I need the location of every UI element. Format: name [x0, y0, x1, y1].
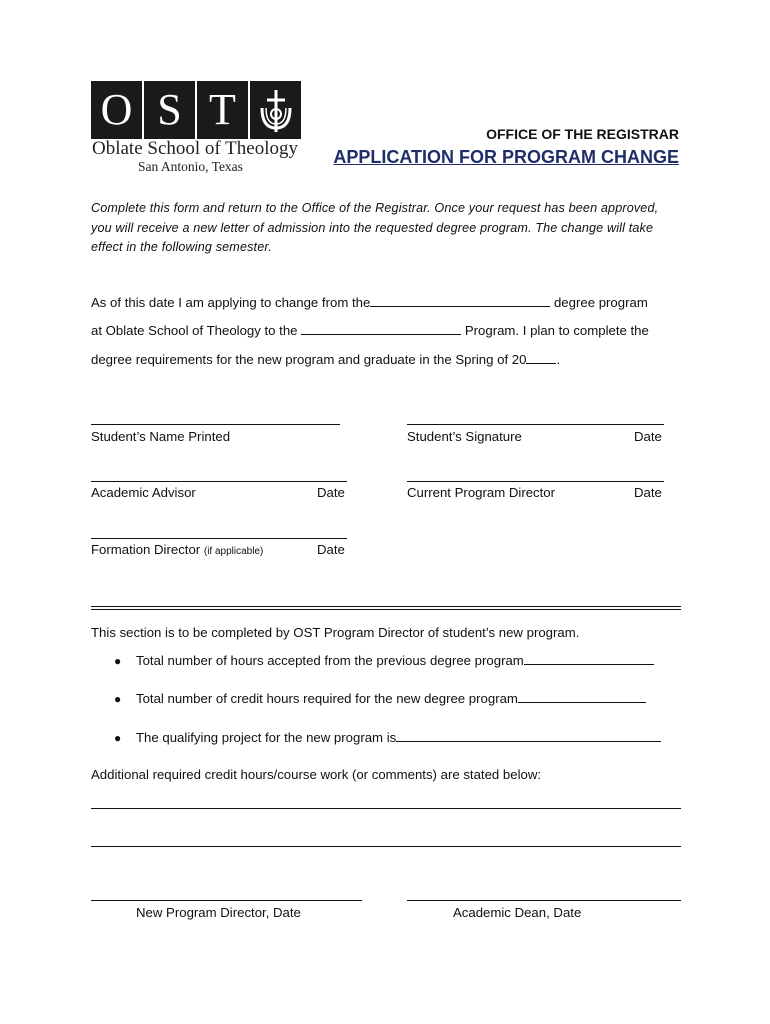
school-city: San Antonio, Texas — [138, 159, 243, 174]
formation-director-line[interactable] — [91, 538, 347, 539]
logo-letter-s: S — [144, 81, 195, 139]
bullet-icon: ● — [114, 731, 122, 745]
student-name-line[interactable] — [91, 424, 340, 425]
current-program-director-line[interactable] — [407, 481, 664, 482]
statement-line-1-pre: As of this date I am applying to change from the — [91, 295, 371, 310]
school-name: Oblate School of Theology — [92, 138, 298, 159]
bullet-icon: ● — [114, 692, 122, 706]
new-program-director-line[interactable] — [91, 900, 362, 901]
section-divider — [91, 606, 681, 610]
formation-director-label — [91, 542, 263, 557]
academic-dean-line[interactable] — [407, 900, 681, 901]
statement-line-3-pre: degree requirements for the new program and graduate in the Spring of 20 — [91, 352, 527, 367]
logo-letter-o: O — [91, 81, 142, 139]
current-program-director-label: Current Program Director — [407, 485, 556, 500]
logo-letter-t: T — [197, 81, 248, 139]
intro-text: Complete this form and return to the Office of the Registrar. Once your request has been approved, you will receive a new letter of admission into the requested degree program. The change will take effect in the following semester. — [91, 201, 659, 254]
graduation-year-field[interactable] — [526, 351, 556, 364]
comment-line-2[interactable] — [91, 846, 681, 847]
statement-line-2-post: Program. I plan to complete the — [464, 323, 649, 338]
statement-line-1-post: degree program — [553, 295, 648, 310]
student-signature-label: Student’s Signature — [407, 429, 522, 444]
bullet-icon: ● — [114, 654, 122, 668]
bullet-text: Total number of credit hours required for the new degree program — [136, 691, 518, 706]
student-name-label: Student’s Name Printed — [91, 429, 231, 444]
bullet-item-qualifying-project — [136, 729, 661, 745]
statement-line-2 — [91, 322, 649, 338]
bullet-text: The qualifying project for the new program is — [136, 730, 397, 745]
statement-line-3 — [91, 351, 560, 367]
student-signature-line[interactable] — [407, 424, 664, 425]
current-program-director-date-label: Date — [634, 485, 662, 500]
bullet-item-credit-hours — [136, 690, 646, 706]
additional-hours-label: Additional required credit hours/course work (or comments) are stated below: — [91, 767, 542, 782]
new-program-director-label: New Program Director, Date — [136, 905, 301, 920]
if-applicable-note: (if applicable) — [203, 546, 264, 557]
office-heading: OFFICE OF THE REGISTRAR — [486, 126, 679, 142]
comment-line-1[interactable] — [91, 808, 681, 809]
form-title: APPLICATION FOR PROGRAM CHANGE — [333, 147, 679, 167]
ost-logo — [91, 81, 301, 139]
academic-advisor-label: Academic Advisor — [91, 485, 196, 500]
hours-accepted-field[interactable] — [524, 652, 654, 665]
student-signature-date-label: Date — [634, 429, 662, 444]
formation-director-text: Formation Director — [91, 542, 201, 557]
bullet-item-hours-accepted — [136, 652, 654, 668]
statement-line-1 — [91, 294, 648, 310]
formation-director-date-label: Date — [317, 542, 345, 557]
statement-line-3-post: . — [556, 352, 561, 367]
qualifying-project-field[interactable] — [396, 729, 661, 742]
section2-intro: This section is to be completed by OST Program Director of student’s new program. — [91, 625, 580, 640]
academic-advisor-date-label: Date — [317, 485, 345, 500]
bullet-text: Total number of hours accepted from the previous degree program — [136, 653, 524, 668]
academic-advisor-line[interactable] — [91, 481, 347, 482]
from-program-field[interactable] — [370, 294, 550, 307]
to-program-field[interactable] — [301, 322, 461, 335]
academic-dean-label: Academic Dean, Date — [453, 905, 582, 920]
credit-hours-field[interactable] — [518, 690, 646, 703]
statement-line-2-pre: at Oblate School of Theology to the — [91, 323, 298, 338]
cross-emblem-icon — [250, 81, 301, 139]
